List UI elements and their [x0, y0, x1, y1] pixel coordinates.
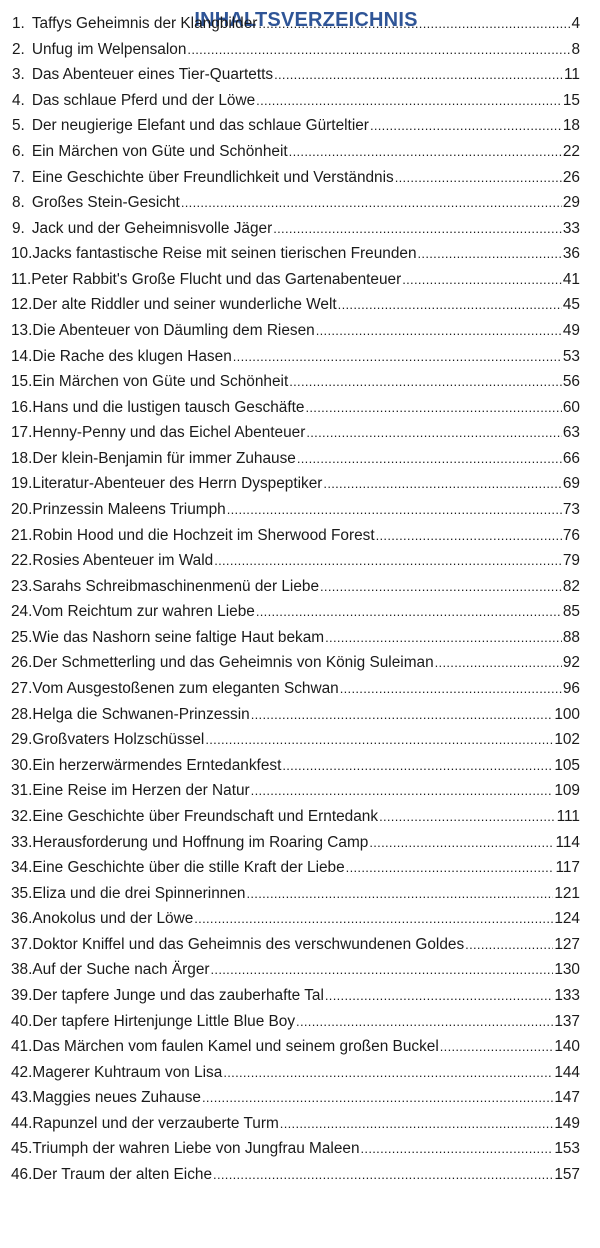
toc-entry-page: 53: [562, 347, 580, 365]
toc-entry-page: 49: [562, 321, 580, 339]
toc-entry-title: Herausforderung und Hoffnung im Roaring Camp: [32, 833, 369, 851]
toc-entry-title: Sarahs Schreibmaschinenmenü der Liebe: [32, 577, 320, 595]
toc-entry-title: Eine Geschichte über die stille Kraft der Liebe: [32, 859, 345, 877]
toc-entry-number: 42.: [11, 1063, 33, 1081]
toc-entry-number: 38.: [11, 961, 33, 979]
toc-entry-number: 31.: [11, 782, 33, 800]
toc-entry-page: 127: [554, 935, 580, 953]
toc-entry-page: 33: [562, 219, 580, 237]
toc-entry-page: 18: [562, 117, 580, 135]
toc-dot-leader: [323, 474, 561, 494]
toc-entry-title: Eine Reise im Herzen der Natur: [32, 782, 250, 800]
toc-entry-title: Ein herzerwärmendes Erntedankfest: [32, 756, 282, 774]
toc-entry-title: Robin Hood und die Hochzeit im Sherwood Forest: [32, 526, 375, 544]
toc-dot-leader: [202, 1088, 553, 1108]
toc-entry-number: 41.: [11, 1038, 33, 1056]
toc-entry[interactable]: [12, 40, 580, 60]
toc-entry-number: 2.: [12, 40, 25, 58]
toc-entry-page: 60: [562, 398, 580, 416]
toc-entry[interactable]: [11, 986, 580, 1006]
toc-entry-title: Der alte Riddler und seiner wunderliche Welt: [32, 296, 337, 314]
toc-entry-title: Das Abenteuer eines Tier-Quartetts: [31, 66, 274, 84]
toc-entry-title: Der neugierige Elefant und das schlaue Gürteltier: [31, 117, 369, 135]
toc-entry-title: Magerer Kuhtraum von Lisa: [32, 1063, 223, 1081]
toc-entry-title: Wie das Nashorn seine faltige Haut bekam: [32, 628, 325, 646]
toc-dot-leader: [205, 730, 553, 750]
toc-entry[interactable]: [11, 321, 580, 341]
toc-entry-page: 63: [562, 424, 580, 442]
toc-entry-page: 11: [564, 66, 580, 84]
toc-entry-title: Eine Geschichte über Freundlichkeit und Verständnis: [31, 168, 394, 186]
toc-entry-number: 29.: [11, 731, 33, 749]
toc-entry-page: 130: [554, 961, 580, 979]
toc-dot-leader: [273, 219, 562, 239]
toc-entry-title: Unfug im Welpensalon: [31, 40, 187, 58]
toc-entry-number: 35.: [11, 884, 33, 902]
toc-entry[interactable]: [12, 193, 580, 213]
toc-entry-number: 5.: [12, 117, 25, 135]
toc-entry[interactable]: [11, 244, 580, 264]
toc-dot-leader: [361, 1139, 554, 1159]
toc-entry-page: 88: [562, 628, 580, 646]
toc-entry-page: 117: [555, 859, 580, 877]
toc-dot-leader: [289, 142, 562, 162]
toc-entry-number: 40.: [11, 1012, 33, 1030]
toc-entry[interactable]: [11, 398, 580, 418]
toc-dot-leader: [187, 40, 570, 60]
toc-entry-number: 7.: [12, 168, 25, 186]
toc-entry-number: 25.: [11, 628, 33, 646]
toc-entry-page: 133: [554, 987, 580, 1004]
toc-entry-number: 32.: [11, 807, 33, 825]
toc-entry-page: 45: [562, 296, 580, 314]
toc-entry-number: 6.: [12, 142, 25, 160]
toc-entry-title: Hans und die lustigen tausch Geschäfte: [32, 398, 305, 416]
toc-dot-leader: [289, 372, 562, 392]
toc-entry-title: Vom Reichtum zur wahren Liebe: [32, 603, 255, 621]
toc-entry[interactable]: [11, 602, 580, 622]
toc-entry-title: Eliza und die drei Spinnerinnen: [32, 884, 246, 902]
toc-entry[interactable]: [11, 730, 580, 750]
toc-entry[interactable]: [12, 116, 580, 136]
toc-entry-title: Der tapfere Junge und das zauberhafte Tal: [32, 987, 324, 1004]
toc-dot-leader: [246, 884, 553, 904]
toc-entry-title: Triumph der wahren Liebe von Jungfrau Maleen: [32, 1140, 360, 1158]
toc-entry[interactable]: [11, 449, 580, 469]
toc-dot-leader: [194, 909, 553, 929]
toc-entry-page: 29: [562, 194, 580, 211]
toc-dot-leader: [211, 960, 554, 980]
toc-entry-number: 28.: [11, 705, 33, 723]
toc-dot-leader: [306, 423, 562, 443]
toc-entry-title: Der tapfere Hirtenjunge Little Blue Boy: [32, 1012, 296, 1030]
toc-entry-page: 153: [554, 1140, 580, 1158]
page-title: INHALTSVERZEICHNIS: [194, 9, 418, 31]
toc-entry[interactable]: [11, 423, 580, 443]
toc-entry-number: 36.: [11, 910, 33, 928]
toc-entry-number: 43.: [11, 1089, 33, 1107]
toc-dot-leader: [346, 858, 555, 878]
toc-dot-leader: [325, 986, 553, 1006]
toc-entry-page: 105: [554, 756, 580, 774]
toc-entry-page: 114: [555, 833, 580, 851]
toc-entry-title: Doktor Kniffel und das Geheimnis des verschwundenen Goldes: [32, 935, 465, 953]
toc-entry-number: 12.: [11, 296, 33, 314]
toc-entry-number: 13.: [11, 321, 33, 339]
toc-entry[interactable]: [11, 474, 580, 494]
toc-dot-leader: [325, 628, 562, 648]
toc-entry-title: Maggies neues Zuhause: [32, 1089, 201, 1107]
toc-entry-page: 92: [562, 654, 580, 672]
toc-entry-title: Ein Märchen von Güte und Schönheit: [32, 373, 289, 391]
toc-entry[interactable]: [11, 807, 580, 827]
toc-entry-title: Der Schmetterling und das Geheimnis von König Suleiman: [32, 654, 434, 672]
toc-entry-number: 18.: [11, 449, 33, 467]
toc-entry-title: Rosies Abenteuer im Wald: [32, 552, 214, 570]
toc-dot-leader: [440, 1037, 554, 1057]
toc-entry-title: Anokolus und der Löwe: [32, 910, 194, 928]
toc-entry-title: Vom Ausgestoßenen zum eleganten Schwan: [32, 680, 339, 697]
toc-entry-number: 9.: [12, 219, 25, 237]
toc-entry-page: 26: [562, 168, 580, 186]
toc-entry-page: 140: [554, 1038, 580, 1056]
toc-entry[interactable]: [11, 833, 580, 853]
toc-entry-page: 15: [562, 91, 580, 109]
toc-entry-page: 96: [562, 680, 580, 697]
toc-entry[interactable]: [11, 1165, 580, 1185]
toc-entry-page: 124: [554, 910, 580, 928]
toc-dot-leader: [338, 295, 562, 315]
toc-entry[interactable]: [12, 142, 580, 162]
toc-entry-page: 8: [571, 40, 580, 58]
toc-entry-page: 73: [562, 501, 580, 518]
toc-entry-page: 41: [562, 270, 580, 288]
toc-entry-title: Jacks fantastische Reise mit seinen tierischen Freunden: [32, 245, 417, 263]
toc-entry-title: Rapunzel und der verzauberte Turm: [32, 1114, 279, 1132]
toc-entry[interactable]: [12, 14, 580, 34]
toc-entry-title: Helga die Schwanen-Prinzessin: [32, 705, 250, 723]
toc-entry-title: Der klein-Benjamin für immer Zuhause: [32, 449, 296, 467]
toc-entry[interactable]: [11, 628, 580, 648]
toc-entry-title: Taffys Geheimnis der Klangbilder: [31, 15, 258, 32]
toc-dot-leader: [233, 347, 562, 367]
toc-entry-page: 109: [554, 782, 580, 800]
toc-entry[interactable]: [11, 960, 580, 980]
toc-entry-number: 15.: [11, 373, 33, 391]
toc-entry-page: 36: [562, 245, 580, 263]
toc-entry[interactable]: [11, 295, 580, 315]
toc-entry-title: Henny-Penny und das Eichel Abenteuer: [32, 424, 306, 442]
toc-entry-page: 144: [554, 1063, 580, 1081]
toc-entry[interactable]: [11, 884, 580, 904]
toc-entry-page: 56: [562, 373, 580, 391]
toc-dot-leader: [251, 705, 554, 725]
toc-entry[interactable]: [11, 526, 580, 546]
toc-dot-leader: [251, 781, 554, 801]
toc-entry-number: 24.: [11, 603, 33, 621]
toc-entry-number: 1.: [12, 15, 25, 32]
toc-entry[interactable]: [11, 500, 580, 520]
toc-entry-title: Auf der Suche nach Ärger: [32, 961, 210, 979]
toc-entry-page: 147: [554, 1089, 580, 1107]
toc-entry[interactable]: [12, 219, 580, 239]
toc-dot-leader: [256, 602, 562, 622]
toc-entry-page: 149: [554, 1114, 580, 1132]
toc-entry[interactable]: [12, 168, 580, 188]
toc-dot-leader: [418, 244, 562, 264]
toc-dot-leader: [320, 577, 562, 597]
toc-entry-number: 33.: [11, 833, 33, 851]
toc-dot-leader: [213, 1165, 553, 1185]
toc-dot-leader: [256, 91, 562, 111]
toc-entry-page: 157: [554, 1166, 580, 1183]
toc-dot-leader: [316, 321, 562, 341]
toc-entry[interactable]: [11, 653, 580, 673]
toc-dot-leader: [214, 551, 562, 571]
toc-entry-title: Großvaters Holzschüssel: [32, 731, 205, 749]
toc-entry-number: 20.: [11, 501, 33, 518]
toc-entry-page: 137: [554, 1012, 580, 1030]
toc-entry-number: 16.: [11, 398, 33, 416]
toc-entry-title: Literatur-Abenteuer des Herrn Dyspeptiker: [32, 475, 323, 493]
toc-dot-leader: [274, 65, 563, 85]
toc-entry-title: Eine Geschichte über Freundschaft und Erntedank: [32, 807, 379, 825]
toc-entry-number: 21.: [11, 526, 33, 544]
toc-entry[interactable]: [11, 577, 580, 597]
toc-dot-leader: [297, 449, 562, 469]
toc-entry-page: 66: [562, 449, 580, 467]
toc-dot-leader: [369, 833, 554, 853]
toc-dot-leader: [340, 679, 562, 699]
toc-entry-title: Großes Stein-Gesicht: [31, 194, 180, 211]
toc-entry-number: 17.: [11, 424, 33, 442]
toc-dot-leader: [376, 526, 562, 546]
toc-dot-leader: [435, 653, 562, 673]
toc-dot-leader: [370, 116, 562, 136]
toc-entry-number: 22.: [11, 552, 33, 570]
toc-entry-page: 76: [562, 526, 580, 544]
toc-dot-leader: [379, 807, 556, 827]
toc-entry-number: 34.: [11, 859, 33, 877]
toc-entry-page: 100: [554, 705, 580, 723]
toc-entry-number: 27.: [11, 680, 33, 697]
toc-entry-title: Jack und der Geheimnisvolle Jäger: [31, 219, 273, 237]
toc-dot-leader: [258, 14, 570, 34]
toc-entry-page: 102: [554, 731, 580, 749]
toc-entry-number: 23.: [11, 577, 33, 595]
toc-entry-number: 11.: [11, 270, 32, 288]
toc-entry-title: Der Traum der alten Eiche: [32, 1166, 213, 1183]
toc-entry-title: Die Abenteuer von Däumling dem Riesen: [32, 321, 315, 339]
toc-dot-leader: [282, 756, 553, 776]
toc-entry-number: 30.: [11, 756, 33, 774]
toc-entry-title: Das Märchen vom faulen Kamel und seinem großen Buckel: [32, 1038, 439, 1056]
toc-entry[interactable]: [11, 909, 580, 929]
toc-dot-leader: [223, 1063, 553, 1083]
toc-entry[interactable]: [11, 781, 580, 801]
toc-entry-page: 22: [562, 142, 580, 160]
toc-dot-leader: [465, 935, 553, 955]
toc-entry[interactable]: [11, 372, 580, 392]
toc-entry[interactable]: [11, 935, 580, 955]
toc-dot-leader: [227, 500, 562, 520]
toc-entry-number: 14.: [11, 347, 33, 365]
toc-entry-title: Das schlaue Pferd und der Löwe: [31, 91, 256, 109]
toc-entry-number: 4.: [12, 91, 25, 109]
toc-entry[interactable]: [11, 347, 580, 367]
toc-entry-number: 3.: [12, 66, 25, 84]
toc-entry-number: 45.: [11, 1140, 33, 1158]
toc-entry-page: 85: [562, 603, 580, 621]
toc-entry-page: 121: [554, 884, 580, 902]
toc-entry-number: 8.: [12, 194, 25, 211]
toc-entry[interactable]: [11, 270, 580, 290]
toc-entry-number: 44.: [11, 1114, 33, 1132]
toc-entry-page: 79: [562, 552, 580, 570]
toc-dot-leader: [280, 1114, 554, 1134]
toc-entry-page: 69: [562, 475, 580, 493]
toc-entry[interactable]: [11, 705, 580, 725]
toc-entry-page: 4: [571, 15, 580, 32]
toc-dot-leader: [402, 270, 562, 290]
toc-entry-title: Peter Rabbit's Große Flucht und das Gartenabenteuer: [31, 270, 402, 288]
toc-entry[interactable]: [11, 1037, 580, 1057]
toc-entry-number: 37.: [11, 935, 33, 953]
toc-entry-number: 39.: [11, 987, 33, 1004]
toc-dot-leader: [395, 168, 562, 188]
toc-entry[interactable]: [11, 1088, 580, 1108]
toc-dot-leader: [305, 398, 561, 418]
toc-entry-number: 46.: [11, 1166, 33, 1183]
toc-entry-title: Die Rache des klugen Hasen: [32, 347, 232, 365]
toc-entry[interactable]: [12, 91, 580, 111]
toc-entry[interactable]: [11, 551, 580, 571]
toc-entry[interactable]: [11, 1063, 580, 1083]
toc-entry[interactable]: [11, 1114, 580, 1134]
toc-entry[interactable]: [11, 756, 580, 776]
toc-dot-leader: [181, 193, 562, 213]
toc-entry-number: 19.: [11, 475, 33, 493]
toc-entry-page: 82: [562, 577, 580, 595]
toc-entry[interactable]: [11, 1139, 580, 1159]
toc-entry-number: 10.: [11, 245, 33, 263]
toc-entry-title: Ein Märchen von Güte und Schönheit: [31, 142, 288, 160]
toc-entry[interactable]: [11, 858, 580, 878]
toc-entry-title: Prinzessin Maleens Triumph: [32, 501, 226, 518]
toc-entry[interactable]: [12, 65, 580, 85]
toc-dot-leader: [296, 1012, 553, 1032]
toc-entry[interactable]: [11, 1012, 580, 1032]
toc-entry[interactable]: [11, 679, 580, 699]
toc-entry-page: 111: [556, 807, 580, 825]
toc-entry-number: 26.: [11, 654, 33, 672]
